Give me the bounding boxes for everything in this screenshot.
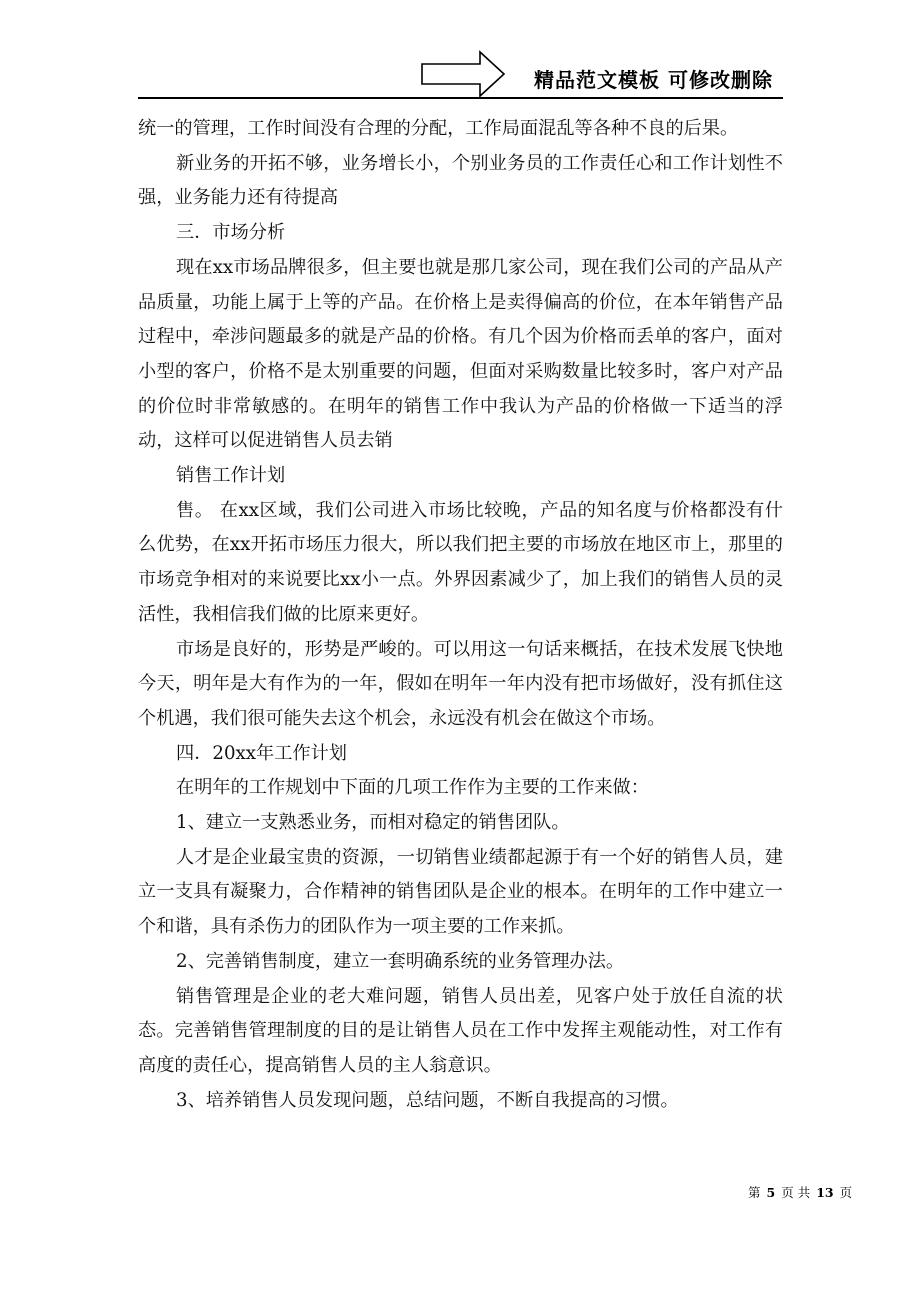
paragraph: 现在xx市场品牌很多，但主要也就是那几家公司，现在我们公司的产品从产品质量，功能上属于上等的产品。在价格上是卖得偏高的价位，在本年销售产品过程中，牵涉问题最多的就是产品的价格。有几个因为价格而丢单的客户，面对小型的客户，价格不是太别重要的问题，但面对采购数量比较多时，客户对产品的价位时非常敏感的。在明年的销售工作中我认为产品的价格做一下适当的浮动，这样可以促进销售人员去销 [138, 256, 783, 452]
paragraph: 在明年的工作规划中下面的几项工作作为主要的工作来做： [176, 777, 649, 799]
header-title: 精品范文模板 可修改删除 [534, 68, 773, 92]
total-pages: 13 [816, 1185, 834, 1200]
current-page: 5 [766, 1185, 776, 1200]
list-item: 3、培养销售人员发现问题，总结问题，不断自我提高的习惯。 [176, 1089, 679, 1111]
page-middle: 页 共 [781, 1185, 811, 1200]
paragraph: 售。 在xx区域，我们公司进入市场比较晚，产品的知名度与价格都没有什么优势，在xx开拓市场压力很大，所以我们把主要的市场放在地区市上，那里的市场竞争相对的来说要比xx小一点。外界因素减少了，加上我们的销售人员的灵活性，我相信我们做的比原来更好。 [138, 499, 783, 625]
list-item: 1、建立一支熟悉业务，而相对稳定的销售团队。 [176, 812, 570, 834]
list-item: 2、完善销售制度，建立一套明确系统的业务管理办法。 [176, 950, 625, 972]
section-heading: 销售工作计划 [176, 465, 286, 487]
section-heading: 三．市场分析 [176, 222, 286, 244]
document-body [138, 112, 783, 1118]
header-divider [138, 97, 783, 99]
paragraph: 销售管理是企业的老大难问题，销售人员出差，见客户处于放任自流的状态。完善销售管理制度的目的是让销售人员在工作中发挥主观能动性，对工作有高度的责任心，提高销售人员的主人翁意识。 [138, 985, 783, 1076]
paragraph: 市场是良好的，形势是严峻的。可以用这一句话来概括，在技术发展飞快地今天，明年是大有作为的一年，假如在明年一年内没有把市场做好，没有抓住这个机遇，我们很可能失去这个机会，永远没有机会在做这个市场。 [138, 638, 783, 729]
page-prefix: 第 [748, 1185, 761, 1200]
page-suffix: 页 [839, 1185, 853, 1200]
section-heading: 四．20xx年工作计划 [176, 742, 347, 764]
paragraph: 统一的管理，工作时间没有合理的分配，工作局面混乱等各种不良的后果。 [138, 118, 739, 139]
arrow-icon [420, 50, 506, 98]
paragraph: 新业务的开拓不够，业务增长小，个别业务员的工作责任心和工作计划性不强，业务能力还有待提高 [138, 152, 783, 209]
page-number [748, 1183, 858, 1201]
paragraph: 人才是企业最宝贵的资源，一切销售业绩都起源于有一个好的销售人员，建立一支具有凝聚力，合作精神的销售团队是企业的根本。在明年的工作中建立一个和谐，具有杀伤力的团队作为一项主要的工作来抓。 [138, 846, 783, 938]
